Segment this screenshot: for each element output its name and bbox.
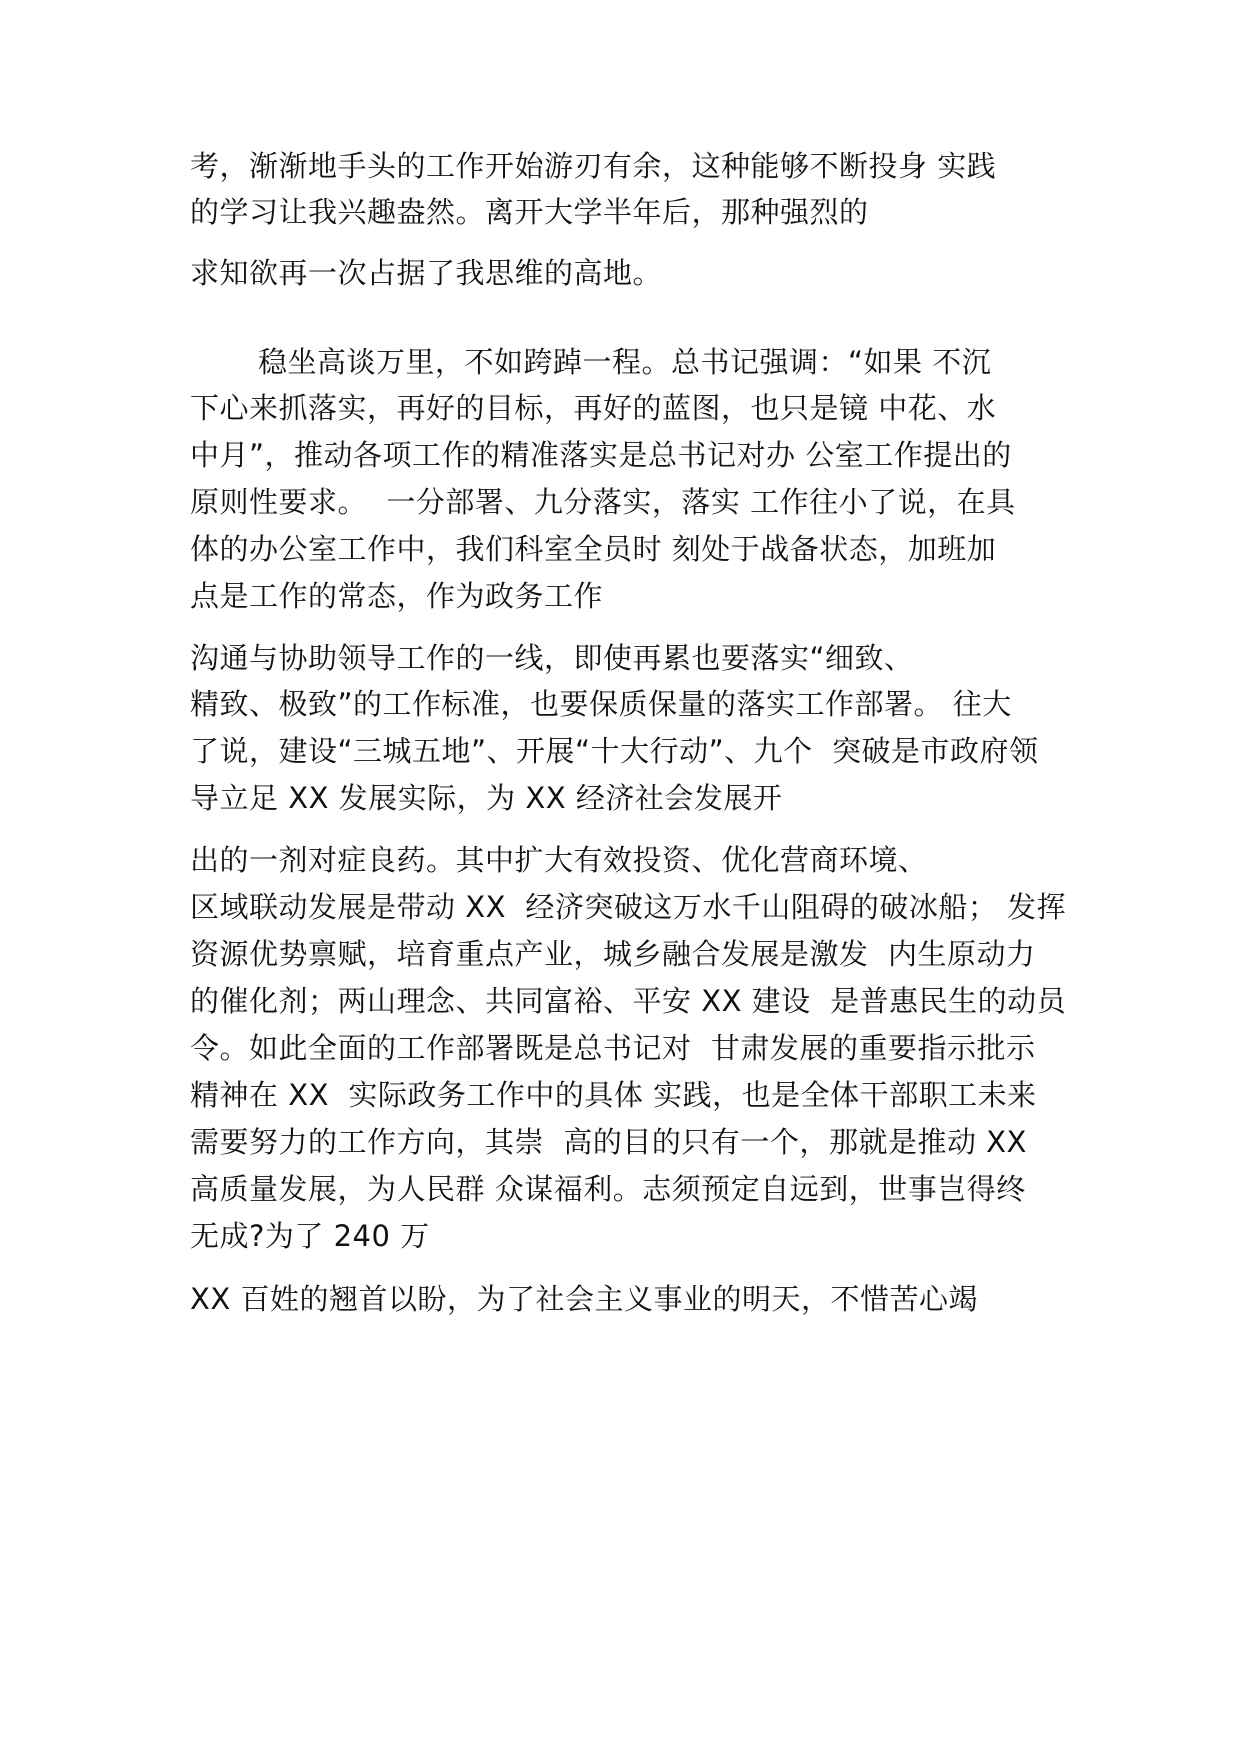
text-line: 的学习让我兴趣盎然。离开大学半年后，那种强烈的	[190, 195, 869, 229]
text-line: 导立足 XX 发展实际，为 XX 经济社会发展开	[190, 781, 783, 815]
text-line: 精神在 XX 实际政务工作中的具体 实践，也是全体干部职工未来	[190, 1078, 1037, 1112]
text-line: 考，渐渐地手头的工作开始游刃有余，这种能够不断投身 实践	[190, 149, 997, 183]
text-line: 下心来抓落实，再好的目标，再好的蓝图，也只是镜 中花、水	[190, 391, 997, 425]
text-line: 原则性要求。 一分部署、九分落实，落实 工作往小了说，在具	[190, 485, 1016, 519]
text-line: 区域联动发展是带动 XX 经济突破这万水千山阻碍的破冰船； 发挥	[190, 890, 1067, 924]
text-line: 中月”，推动各项工作的精准落实是总书记对办 公室工作提出的	[190, 438, 1012, 472]
text-line: 无成?为了 240 万	[190, 1219, 430, 1253]
text-line: 令。如此全面的工作部署既是总书记对 甘肃发展的重要指示批示	[190, 1031, 1036, 1065]
text-line: 体的办公室工作中，我们科室全员时 刻处于战备状态，加班加	[190, 532, 997, 566]
text-line: 资源优势禀赋，培育重点产业，城乡融合发展是激发 内生原动力	[190, 937, 1036, 971]
text-line: 求知欲再一次占据了我思维的高地。	[190, 256, 663, 290]
text-line: 精致、极致”的工作标准，也要保质保量的落实工作部署。 往大	[190, 687, 1012, 721]
text-line: 稳坐高谈万里，不如跨踔一程。总书记强调：“如果 不沉	[258, 345, 992, 379]
text-line: 沟通与协助领导工作的一线，即使再累也要落实“细致、	[190, 641, 914, 675]
text-line: 高质量发展，为人民群 众谋福利。志须预定自远到，世事岂得终	[190, 1172, 1026, 1206]
text-line: 点是工作的常态，作为政务工作	[190, 579, 604, 613]
text-line: 出的一剂对症良药。其中扩大有效投资、优化营商环境、	[190, 843, 928, 877]
text-line: 需要努力的工作方向，其崇 高的目的只有一个，那就是推动 XX	[190, 1125, 1027, 1159]
text-line: XX 百姓的翘首以盼，为了社会主义事业的明天，不惜苦心竭	[190, 1282, 978, 1316]
text-line: 的催化剂；两山理念、共同富裕、平安 XX 建设 是普惠民生的动员	[190, 984, 1067, 1018]
text-line: 了说，建设“三城五地”、开展“十大行动”、九个 突破是市政府领	[190, 734, 1039, 768]
